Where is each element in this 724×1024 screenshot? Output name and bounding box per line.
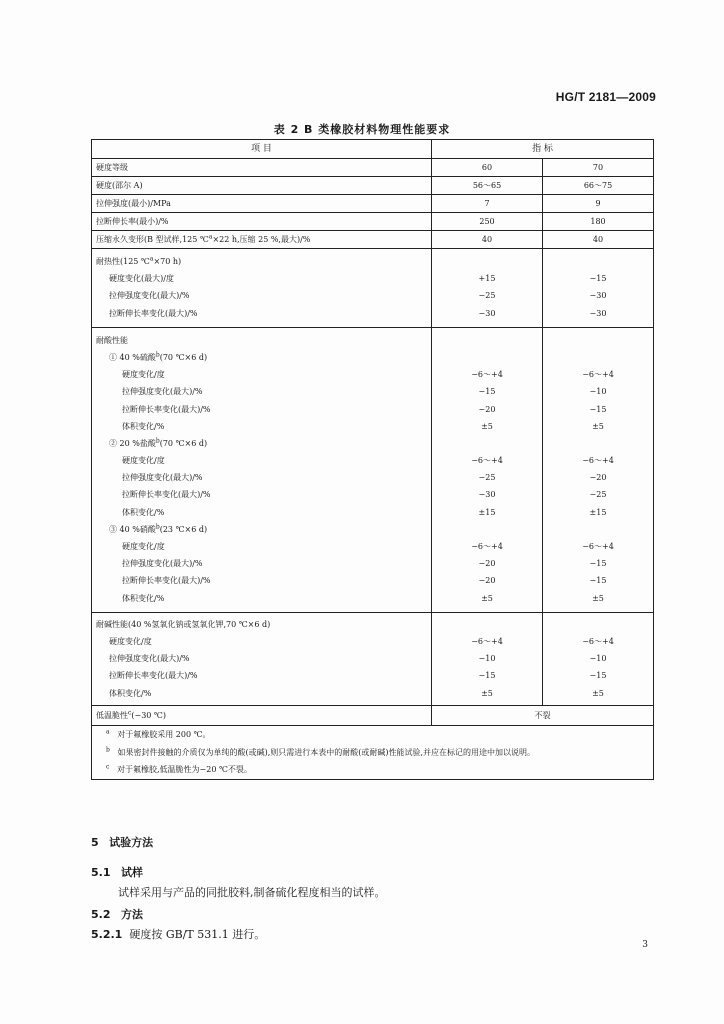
cell-value: ±5 [592,421,604,431]
footnote: $^b$ 如果密封件接触的介质仅为单纯的酸(或碱),则只需进行本表中的耐酸(或耐碱)性能试验,并应在标记的用途中加以说明。 [106,746,536,757]
table-header-row [92,140,654,159]
cell-value: 70 [592,163,604,172]
cell-value: −30 [589,291,607,301]
row-label: 硬度变化/度 [122,370,165,380]
cell-value: −6～+4 [582,542,614,551]
row-label: 拉断伸长率变化(最大)/% [122,576,211,586]
cell-value: ±5 [592,688,604,698]
cell-value: −6～+4 [471,370,503,380]
cell-value: −25 [589,490,607,500]
row-label: 硬度变化/度 [122,456,165,466]
row-label: 硬度变化/度 [109,636,152,646]
cell-value: 9 [595,199,601,208]
row-label: 体积变化/% [122,507,165,517]
row-label: 拉伸强度变化(最大)/% [122,387,203,397]
row-label: 拉断伸长率变化(最大)/% [122,404,211,414]
footnotes-row [92,725,654,779]
cell-value: 不裂 [534,710,551,720]
cell-value: −15 [478,387,496,397]
cell-value: −15 [478,671,496,681]
section-5-1-heading: 5.1 试样 [91,866,143,879]
cell-value: −25 [478,291,496,301]
cell-value: −6～+4 [582,456,614,466]
cell-value: −10 [589,654,607,664]
group-title: 耐碱性能(40 %氢氧化钠或氢氧化钾,70 ℃×6 d) [96,619,271,629]
subgroup-title: ② 20 %盐酸$^b$(70 ℃×6 d) [109,437,208,448]
cell-value: −15 [589,404,607,414]
cell-value: ±15 [478,507,496,517]
cell-value: 40 [481,235,493,244]
cell-value: −6～+4 [471,542,503,551]
row-label: 硬度(邵尔 A) [96,181,143,190]
section-5-2-heading: 5.2 方法 [91,908,143,921]
table-title: 表 2 B 类橡胶材料物理性能要求 [273,123,451,136]
cell-value: ±5 [481,421,493,431]
cell-value: +15 [478,274,496,284]
group-title: 耐热性(125 ℃$^a$×70 h) [96,255,182,266]
cell-value: 180 [590,217,606,226]
row-label: 体积变化/% [109,688,152,698]
row-label: 体积变化/% [122,421,165,431]
cell-value: 66～75 [583,181,613,190]
page-number: 3 [642,940,648,950]
cell-value: −30 [478,490,496,500]
row-label: 压缩永久变形(B 型试样,125 ℃$^a$×22 h,压缩 25 %,最大)/% [96,233,311,244]
table-row [92,195,654,213]
table-row [92,159,654,177]
cell-value: −15 [589,671,607,681]
cell-value: 56～65 [472,181,502,190]
cell-value: −10 [478,654,496,664]
row-label: 低温脆性$^c$(−30 ℃) [96,709,166,720]
row-label: 体积变化/% [122,593,165,603]
cell-value: 60 [481,163,493,172]
table-row [92,213,654,231]
cell-value: −20 [589,473,607,483]
cell-value: −20 [478,559,496,569]
cell-value: −25 [478,473,496,483]
row-label: 硬度变化/度 [122,542,165,551]
cell-value: ±5 [481,593,493,603]
cell-value: ±15 [589,507,607,517]
cell-value: −6～+4 [582,636,614,646]
cell-value: 250 [479,217,495,226]
cell-value: −20 [478,404,496,414]
cell-value: ±5 [481,688,493,698]
cell-value: −30 [478,308,496,318]
row-label: 拉伸强度变化(最大)/% [122,559,203,569]
cell-value: −15 [589,576,607,586]
group-title: 耐酸性能 [96,335,128,345]
alkali-resistance-group [92,612,654,705]
row-label: 拉伸强度变化(最大)/% [122,473,203,483]
cell-value: 40 [592,235,604,244]
row-label: 拉伸强度变化(最大)/% [109,654,190,664]
cell-value: −15 [589,559,607,569]
cell-value: −30 [589,308,607,318]
table-row [92,177,654,195]
cell-value: ±5 [592,593,604,603]
subgroup-title: ③ 40 %硝酸$^b$(23 ℃×6 d) [109,523,208,534]
cell-value: −10 [589,387,607,397]
row-label: 拉断伸长率变化(最大)/% [109,308,198,318]
standard-number: HG/T 2181—2009 [555,90,656,104]
heat-resistance-group [92,249,654,328]
row-label: 硬度变化(最大)/度 [109,274,174,284]
footnote: $^c$ 对于氟橡胶,低温脆性为−20 ℃不裂。 [106,763,252,774]
section-5-2-1-text: 5.2.1 硬度按 GB/T 531.1 进行。 [91,928,266,941]
table-row [92,231,654,249]
acid-resistance-group [92,327,654,612]
properties-table [91,139,654,780]
section-5-1-text: 试样采用与产品的同批胶料,制备硫化程度相当的试样。 [118,886,386,899]
cell-value: −6～+4 [471,456,503,466]
cell-value: 7 [484,199,490,208]
cell-value: −6～+4 [582,370,614,380]
cell-value: −15 [589,274,607,284]
table-row [92,705,654,725]
col-header-item: 项 目 [92,140,432,159]
row-label: 拉伸强度变化(最大)/% [109,291,190,301]
footnote: $^a$ 对于氟橡胶采用 200 ℃。 [106,728,211,739]
col-header-index: 指 标 [432,140,654,159]
section-5-heading: 5 试验方法 [91,836,154,849]
subgroup-title: ① 40 %硫酸$^b$(70 ℃×6 d) [109,351,208,362]
cell-value: −20 [478,576,496,586]
row-label: 拉断伸长率(最小)/% [96,217,169,226]
row-label: 拉断伸长率变化(最大)/% [109,671,198,681]
row-label: 硬度等级 [96,163,128,172]
cell-value: −6～+4 [471,636,503,646]
row-label: 拉断伸长率变化(最大)/% [122,490,211,500]
row-label: 拉伸强度(最小)/MPa [96,199,171,208]
